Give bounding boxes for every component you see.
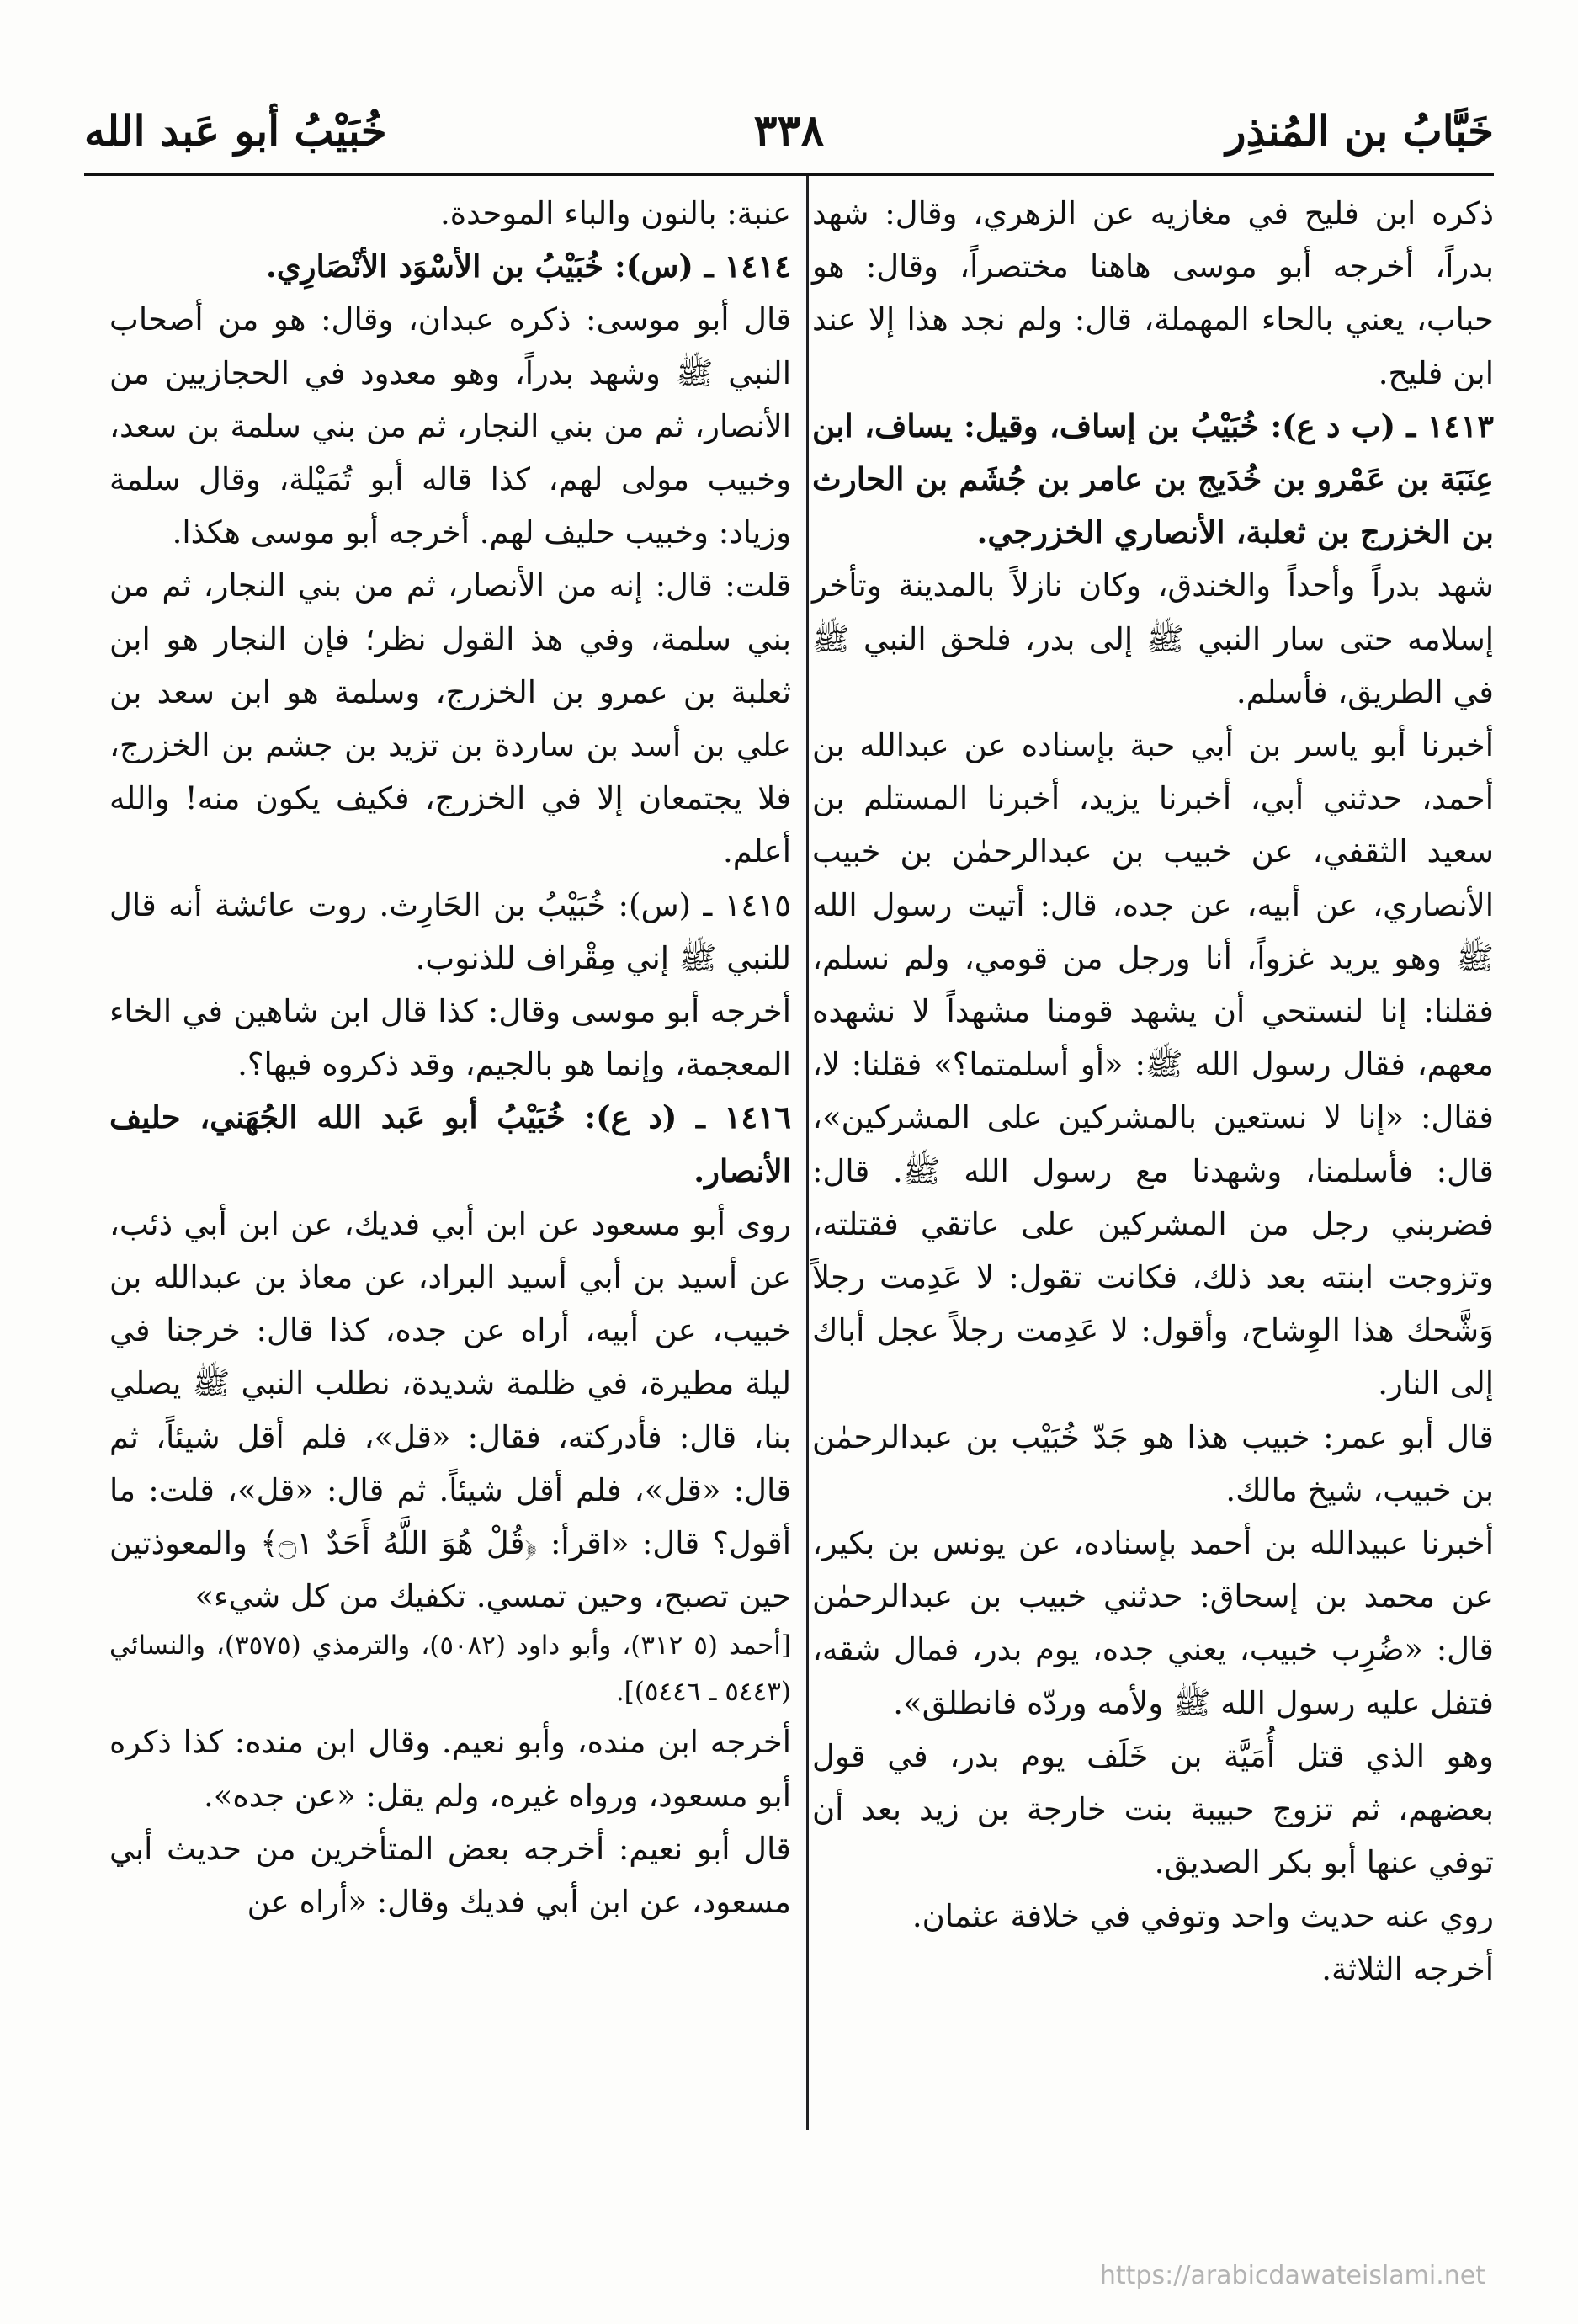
paragraph: أخبرنا أبو ياسر بن أبي حبة بإسناده عن عبدالله بن أحمد، حدثني أبي، أخبرنا يزيد، أخبرنا المستلم بن سعيد الثقفي، عن خبيب بن عبدالرحمٰن بن خبيب الأنصاري، عن أبيه، عن جده، قال: أتيت رسول الله ﷺ وهو يريد غزواً، أنا ورجل من قومي، ولم نسلم، فقلنا: إنا لنستحي أن يشهد قومنا مشهداً لا نشهده معهم، فقال رسول الله ﷺ: «أو أسلمتما؟» فقلنا: لا، فقال: «إنا لا نستعين بالمشركين على المشركين»، قال: فأسلمنا، وشهدنا مع رسول الله ﷺ. قال: فضربني رجل من المشركين على عاتقي فقتلته، وتزوجت ابنته بعد ذلك، فكانت تقول: لا عَدِمت رجلاً وَشَّحك هذا الوِشاح، وأقول: لا عَدِمت رجلاً عجل أباك إلى النار. [812,727,1494,1402]
header-left-title: خُبَيْبُ أبو عَبد الله [84,105,387,156]
paragraph: عنبة: بالنون والباء الموحدة. [439,195,791,231]
header-right-title: خَبَّابُ بن المُنذِر [1225,105,1494,156]
paragraph: أخرجه أبو موسى وقال: كذا قال ابن شاهين في الخاء المعجمة، وإنما هو بالجيم، وقد ذكروه فيها؟. [109,993,791,1083]
paragraph: ذكره ابن فليح في مغازيه عن الزهري، وقال: شهد بدراً، أخرجه أبو موسى هاهنا مختصراً، وقال: هو حباب، يعني بالحاء المهملة، قال: ولم نجد هذا إلا عند ابن فليح. [812,195,1494,391]
entry-1415: ١٤١٥ ـ (س): خُبَيْبُ بن الحَارِث. روت عائشة أنه قال للنبي ﷺ إني مِقْراف للذنوب. [109,886,791,976]
column-separator [806,176,809,2130]
paragraph: أخبرنا عبيدالله بن أحمد بإسناده، عن يونس بن بكير، عن محمد بن إسحاق: حدثني خبيب بن عبدالرحمٰن قال: «ضُرِب خبيب، يعني جده، يوم بدر، فمال شقه، فتفل عليه رسول الله ﷺ ولأمه وردّه فانطلق». [812,1525,1494,1721]
paragraph: قال أبو عمر: خبيب هذا هو جَدّ خُبَيْب بن عبدالرحمٰن بن خبيب، شيخ مالك. [812,1418,1494,1508]
paragraph: قال أبو نعيم: أخرجه بعض المتأخرين من حديث أبي مسعود، عن ابن أبي فديك وقال: «أراه عن [109,1830,791,1921]
left-column [109,187,791,1928]
entry-1416-heading: ١٤١٦ ـ (د ع): خُبَيْبُ أبو عَبد الله الجُهَني، حليف الأنصار. [109,1098,791,1189]
paragraph: روي عنه حديث واحد وتوفي في خلافة عثمان. [911,1897,1494,1934]
paragraph: روى أبو مسعود عن ابن أبي فديك، عن ابن أبي ذئب، عن أسيد بن أبي أسيد البراد، عن معاذ بن عبدالله بن خبيب، عن أبيه، أراه عن جده، كذا قال: خرجنا في ليلة مطيرة، في ظلمة شديدة، نطلب النبي ﷺ يصلي بنا، قال: فأدركته، فقال: «قل»، فلم أقل شيئاً، ثم قال: «قل»، فلم أقل شيئاً. ثم قال: «قل»، قلت: ما أقول؟ قال: «اقرأ: ﴿قُلْ هُوَ اللَّهُ أَحَدٌ ۝١﴾ والمعوذتين حين تصبح، وحين تمسي. تكفيك من كل شيء» [109,1205,792,1615]
paragraph: قال أبو موسى: ذكره عبدان، وقال: هو من أصحاب النبي ﷺ وشهد بدراً، وهو معدود في الحجازيين من الأنصار، ثم من بني النجار، ثم من بني سلمة بن سعد، وخبيب مولى لهم، كذا قاله أبو تُمَيْلة، وقال سلمة وزياد: وخبيب حليف لهم. أخرجه أبو موسى هكذا. [109,301,791,551]
paragraph: شهد بدراً وأحداً والخندق، وكان نازلاً بالمدينة وتأخر إسلامه حتى سار النبي ﷺ إلى بدر، فلحق النبي ﷺ في الطريق، فأسلم. [812,567,1494,710]
running-header [84,88,1494,173]
paragraph: أخرجه ابن منده، وأبو نعيم. وقال ابن منده: كذا ذكره أبو مسعود، ورواه غيره، ولم يقل: «عن جده». [109,1724,791,1814]
entry-1413-heading: ١٤١٣ ـ (ب د ع): خُبَيْبُ بن إساف، وقيل: يساف، ابن عِنَبَة بن عَمْرو بن خُدَيج بن عامر بن جُشَم بن الحارث بن الخزرج بن ثعلبة، الأنصاري الخزرجي. [812,407,1494,551]
entry-1414-heading: ١٤١٤ ـ (س): خُبَيْبُ بن الأسْوَد الأنْصَارِي. [265,247,791,285]
right-column [812,187,1494,1996]
header-rule [84,173,1494,176]
paragraph: قلت: قال: إنه من الأنصار، ثم من بني النجار، ثم من بني سلمة، وفي هذ القول نظر؛ فإن النجار هو ابن ثعلبة بن عمرو بن الخزرج، وسلمة هو ابن سعد بن علي بن أسد بن ساردة بن تزيد بن جشم بن الخزرج، فلا يجتمعان إلا في الخزرج، فكيف يكون منه! والله أعلم. [109,567,791,870]
hadith-reference: [أحمد (٥ ٣١٢)، وأبو داود (٥٠٨٢)، والترمذي (٣٥٧٥)، والنسائي (٥٤٤٣ ـ ٥٤٤٦)]. [109,1630,792,1708]
page-number: ٣٣٨ [753,104,825,157]
paragraph: وهو الذي قتل أُمَيَّة بن خَلَف يوم بدر، في قول بعضهم، ثم تزوج حبيبة بنت خارجة بن زيد بعد أن توفي عنها أبو بكر الصديق. [812,1737,1494,1881]
paragraph: أخرجه الثلاثة. [1321,1950,1494,1987]
watermark: https://arabicdawateislami.net [1099,2261,1485,2290]
